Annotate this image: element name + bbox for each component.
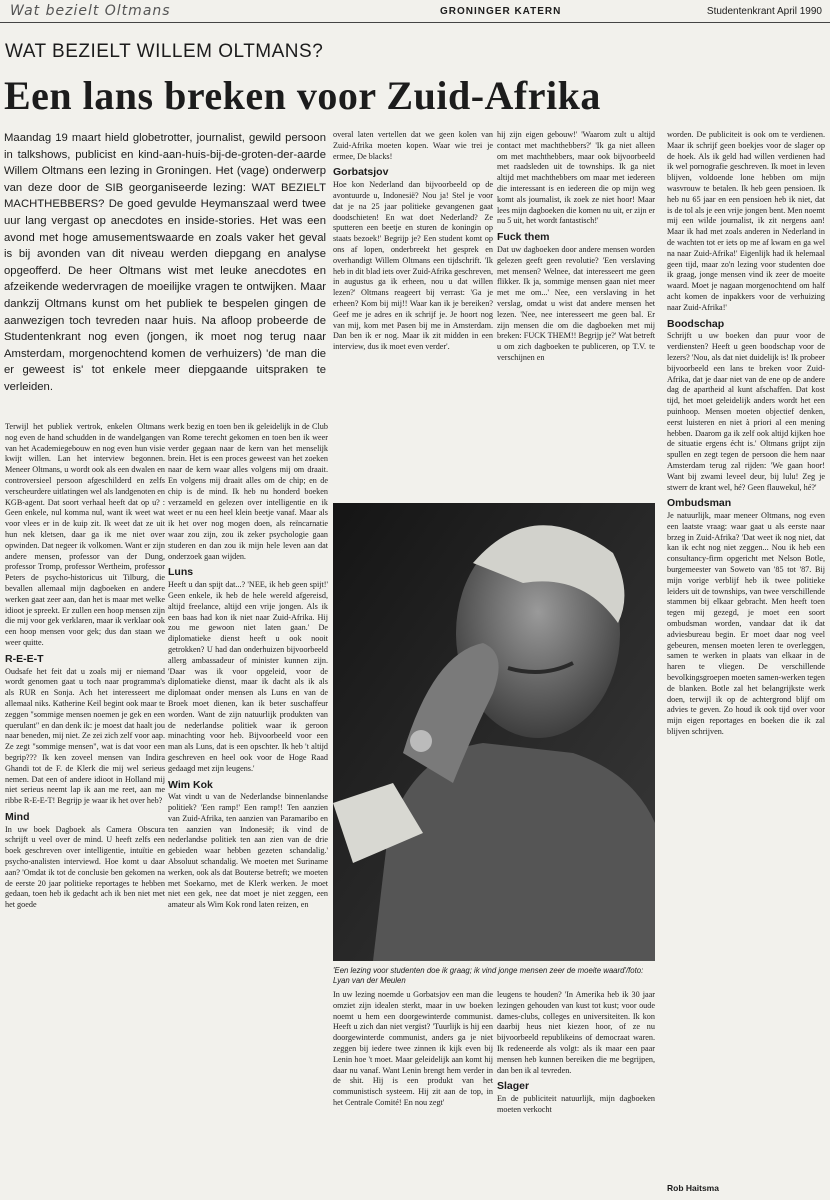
kicker: WAT BEZIELT WILLEM OLTMANS? (5, 41, 324, 62)
subheading-wim-kok: Wim Kok (168, 778, 213, 791)
byline: Rob Haitsma (667, 1183, 719, 1193)
article-column-2 (168, 422, 328, 1197)
article-column-5 (667, 130, 825, 1178)
subheading-fuck-them: Fuck them (497, 231, 550, 244)
photo-caption: 'Een lezing voor studenten doe ik graag; ik vind jonge mensen zeer de moeite waard'/foto: Lyan van der Meulen (333, 966, 644, 985)
paragraph: Schrijft u uw boeken dan puur voor de verdiensten? Heeft u geen boodschap voor de lezers? 'Nou, als dat niet duidelijk is! Ik probeer bijvoorbeeld een lans te breken voor Zuid-Afrika, dat je daar niet van de ene op de andere dag de apartheid al kunt afschaffen. Dat kost tijd, het moet geleidelijk anders wordt het een puinhoop. Mensen moeten objectief denken, eerst luisteren en niet à priori al een mening hebben. Daarom ga ik zelf ook altijd kijken hoe de situatie ergens écht is.' Oltmans grijpt zijn spullen en zegt tegen de persoon die hem naar Amsterdam terug zal rijden: 'We gaan hoor! Want bij zwami leveel deur, bij lulu! Zeg je stwerr de krant wel, hé? Geen flauwekul, hé?' (667, 331, 825, 492)
article-column-1 (5, 422, 165, 1197)
publication-date: Studentenkrant April 1990 (706, 6, 822, 17)
paragraph: Oudsafe het feit dat u zoals mij er niemand wordt genomen gaat u toch naar programma's als RUR en Sonja. Ach het interesseert me allemaal niks. Katherine Keil begint ook maar te zeggen "sommige mensen noemen je gek en een querulant" en dan denk ik: je moest dat haalt jou naar beneden, mij niet. Ze zei zich zelf voor aap. Ze zegt "sommige mensen", wat is dat voor een begrip??? Ik ken zoveel mensen van Indira Ghandi tot de F. de Klerk die mij wel serieus nemen. Dat een of andere idioot in Holland mij niet serieus neemt lap ik aan me reet, aan me ribbe R-E-E-T! Begrijp je waar ik het over heb? (5, 666, 165, 806)
subheading-mind: Mind (5, 810, 30, 823)
subheading-ombudsman: Ombudsman (667, 497, 732, 510)
subheading-gorbatsjov: Gorbatsjov (333, 166, 389, 179)
subheading-reet: R-E-E-T (5, 652, 44, 665)
paragraph: Terwijl het publiek vertrok, enkelen Oltmans nog even de hand schudden in de wandelgangen van het Academiegebouw en nog even hun visie kwijt willen. Lan het interview begonnen. Meneer Oltmans, u wordt ook als een dwalen en controversieel persoon afgeschilderd en zelfs verscheurdere uitlatingen wel als landgenoten en KGB-agent. Dat soort verhaal heeft dat op u? : Geen enkele, nul komma nul, want ik weet wat voor vlees er in de kuip zit. Ik weet dat ze uit hun nek kletsen, daar ga ik me niet over opwinden. Dat negeer ik volkomen. Want er zijn andere mensen, professor van der Dung, professor Tromp, professor Wertheim, professor Peters de psycho-historicus uit Tilburg, die bevallen allemaal mijn dagboeken en andere werken gaat zeer aan, dan het is maar met welke idioot je spreekt. Er zullen een hoop mensen zijn die mij voor gek verklaren, maar ik verklaar ook een hoop mensen voor gek; dus dan staan we weer quitte. (5, 422, 165, 647)
article-column-3-bottom (333, 990, 493, 1195)
paragraph: Dat uw dagboeken door andere mensen worden gelezen geeft geen revolutie? 'Een verslaving met mensen? Welnee, dat interesseert me geen flikker. Ik ja, sommige mensen gaan niet meer met me om...' Nee, een verslaving in het verslag, omdat u wist dat andere mensen het lezen. 'Nee, nee interesseert me geen bal. Er zijn mensen die om die dagboeken met mij breken: FUCK THEM!! Begrijp je?' Wat betreft u om zich dagboeken te publiceren, op T.V. te verschijnen en (497, 244, 655, 362)
paragraph: In uw boek Dagboek als Camera Obscura schrijft u veel over de mind. U heeft zelfs een boek geschreven over intelligentie, intuïtie en psycho-analisten interviewd. Hoe komt u daar aan? 'Omdat ik tot de conclusie ben gekomen na de eerste 20 jaar politieke reportages te hebben gedaan, toen heb ik gedacht ach ik ben niet met het goede (5, 824, 165, 910)
paragraph: En de publiciteit natuurlijk, mijn dagboeken moeten verkocht (497, 1094, 655, 1114)
subheading-slager: Slager (497, 1080, 530, 1093)
headline: Een lans breken voor Zuid-Afrika (4, 73, 601, 118)
subheading-luns: Luns (168, 566, 194, 579)
handwritten-note: Wat bezielt Oltmans (10, 3, 171, 19)
photo-willem-oltmans (333, 503, 655, 961)
running-head (0, 2, 830, 23)
paragraph: overal laten vertellen dat we geen kolen van Zuid-Afrika moeten kopen. Waar wie trei je ermee, De blacks! (333, 130, 493, 161)
section-name: GRONINGER KATERN (440, 6, 562, 17)
article-column-4-bottom (497, 990, 655, 1195)
paragraph: werk bezig en toen ben ik geleidelijk in de Club van Rome terecht gekomen en toen ben ik weer verder gegaan naar de kern van het menselijk brein. Het is een proces geweest van het zoeken naar de kern waar alles volgens mij om draait. En volgens mij draait alles om de chip; en de chip is de mind. Ik heb nu honderd boeken verzameld en gelezen over intelligentie en ik weet er nu een heel klein beetje vanaf. Maar als ik het over nog mogen doen, als reïncarnatie waar zou zijn, zou ik zeker psychologie gaan studeren en dan zou ik mijn hele leven aan dat onderzoek gaan wijden. (168, 422, 328, 561)
paragraph: Je natuurlijk, maar meneer Oltmans, nog even een laatste vraag: waar gaat u als eerste naar brzeg in Zuid-Afrika? 'Dat weet ik nog niet, dat kan ik echt nog niet zeggen... Nou ik heb een consultancy-firm opgericht met Nelson Botle, burgemeester van Soweto van '85 tot '87. Bij mijn vorige verblijf heb ik twee politieke leiders uit de townships, van twee verschillende stammen bij elkaar gebracht. Men heeft toen tegen mij gezegd, je moet een soort ombudsman worden, vandaar dat ik dat adviesbureau begin. Er moet daar nog veel gebeuren, mensen moeten leren te overleggen, samen te werken in plaats van elkaar in de haren te vliegen. De verschillende bevolkingsgroepen moeten samen-werken tegen de blanken. Botle zal het belangrijkste werk doen, terwijl ik op de achtergrond blijf om advies te geven. Zo houd ik ook tijd over voor mijn eigen reportages en boeken die ik zal blijven schrijven. (667, 511, 825, 737)
paragraph: hij zijn eigen gebouw!' 'Waarom zult u altijd contact met machthebbers?' 'Ik ga niet alleen om met machthebbers, maar ook bijvoorbeeld met raadsleden uit de townships. Ik ga niet altijd met machthebbers om maar met iedereen die interessant is en iedereen die op mijn weg komt als journalist, ik zoek ze niet hoor! Maar lees mijn dagboeken die komen nu uit, er zijn er nu 5 uit, het wordt fantastisch!' (497, 130, 655, 226)
paragraph: Wat vindt u van de Nederlandse binnenlandse politiek? 'Een ramp!' Een ramp!! Ten aanzien van Zuid-Afrika, ten aanzien van Paramaribo en ten aanzien van Indonesië; ik vind de nederlandse politiek ten aan zien van de drie gebieden waar hebben gezeten schandalig.' Absoluut schandalig. We moeten met Suriname werken, ook als dat Bouterse betreft; we moeten met Soekarno, met de Klerk werken. Je moet niet een gek, nee dat moet je niet zeggen, een amateur als Wim Kok rond laten reizen, en (168, 792, 328, 910)
article-column-4-top (497, 130, 655, 498)
intro-paragraph: Maandag 19 maart hield globetrotter, journalist, gewild persoon in talkshows, publicist en kind-aan-huis-bij-de-groten-der-aarde Willem Oltmans een lezing in Groningen. Het (vage) onderwerp van deze door de SIB georganiseerde lezing: WAT BEZIELT MACHTHEBBERS? De goed gevulde Heymanszaal werd twee uur lang vergast op anecdotes en inside-stories. Het was een avond met hoge amusementswaarde en zoals vaker het geval is bij avonden van dit niveau werden diepgang en analyse opgeofferd. De heer Oltmans wist met leuke anecdotes en afzeikende wedervragen de moeilijke vragen te ontwijken. Maar dankzij Oltmans kunst om het publiek te bespelen gingen de aanwezigen toch tevreden naar huis. Na afloop probeerde de Studentenkrant nog even (jongen, ik moet nog terug naar Amsterdam, morgenochtend komen de verhuizers) 'de man die er geweest is' tot enkele meer diepgaande uitspraken te verleiden. (4, 132, 326, 393)
paragraph: Hoe kon Nederland dan bijvoorbeeld op de avontuurde u, Indonesië? Nou ja! Stel je voor dat je na 25 jaar politieke gevangenen gaat doodschieten! En wat doet Nederland? Ze sputteren een beetje en sturen de koningin op staats bezoek!' Begrijp je? Een student komt op ons af lopen, onderbreekt het gesprek en overhandigt Willem Oltmans een tijdschrift. 'Ik heb in dit blad iets over Zuid-Afrika geschreven, in augustus ga ik erheen, nou u dat willen lezen?' Oltmans reageert bij verrast: 'Ga je erheen? Kom bij mij!! Waar kan ik je bereiken? Geef me je adres en ik schrijf je. Je hoort nog van mij, kom met Pasen bij me in Amsterdam. Dan ben ik er nog. Maar ik zit midden in een interview, dus ik moet even verder'. (333, 180, 493, 352)
portrait-photo (333, 503, 655, 961)
paragraph: In uw lezing noemde u Gorbatsjov een man die omziet zijn idealen sterkt, maar in uw boeken noemt u hem een doorgewinterde communist. Heeft u zich dan niet vergist? 'Tuurlijk is hij een doorgewinterde communist, anders ga je niet zeggen bij iedere twee zinnen ik kijk even bij Lenin hoe 't moet. Maar geleidelijk aan komt hij daar nu vanaf. Want Lenin brengt hem verder in de shit. Hij is een produkt van het communistisch systeem. Hij zit aan de top, in het Centrale Comité! En nou zegt' (333, 990, 493, 1107)
paragraph: worden. De publiciteit is ook om te verdienen. Maar ik schrijf geen boekjes voor de slager op de hoek. Als ik geld had willen verdienen had ik wel pornografie geschreven. Ik moet in leven blijven, voldoende lone hebben om mijn wasvrouw te betalen. Ik heb geen pensioen. Ik heb nu 65 jaar en een pensioen heb ik niet, dat is de tol als je een vrije jongen bent. Men noemt mij een wilde journalist, ik zit nergens aan! Maar ik had met zoals anderen in Nederland in de wachten tot er iets op me af kwam en ga wel na naar Zuid-Afrika!' Eigenlijk had ik helemaal geen tijd, maar zo'n lezing voor studenten doe ik graag, jonge mensen vind ik zeer de moeite waard. Moet je nagaan morgenochtend om half acht komen de inpakkers voor de verhuizing naar Zuid-Afrika!' (667, 130, 825, 312)
paragraph: leugens te houden? 'In Amerika heb ik 30 jaar lezingen gehouden van kust tot kust; voor oude dames-clubs, colleges en universiteiten. Ik kon daarbij heus niet kiezen hoor, of ze nu bijvoorbeeld republikeins of democraat waren. Ik redeneerde als volgt: als ik maar een paar mensen heb kunnen bereiken die me begrijpen, dan ben ik al tevreden. (497, 990, 655, 1075)
paragraph: Heeft u dan spijt dat...? 'NEE, ik heb geen spijt!' Geen enkele, ik heb de hele wereld afgereisd, altijd freelance, altijd een vrije jongen. Als ik een baas had kon ik niet naar Zuid-Afrika. Hij zou me gewoon niet laten gaan.' De diplomatieke dienst heeft u ook nooit getrokken? U had dan onderhuizen bijvoorbeeld allerg ambassadeur of minister kunnen zijn. 'Daar was ik voor opgeleid, voor de diplomatieke dienst, maar ik dacht als ik als diplomaat onder mensen als Luns en van de Broek moet dienen, kan ik beter suschaffeur worden. Want de zijn natuurlijk produkten van de nederlandse politiek waar ik geroon minachting voor heb. Bijvoorbeeld voor een man als Luns, dat is een opschter. Ik heb 't altijd geschreven en heel ook voor de Hoge Raad gedaagd met zijn leugens.' (168, 580, 328, 773)
article-column-3-top (333, 130, 493, 498)
subheading-boodschap: Boodschap (667, 317, 725, 330)
